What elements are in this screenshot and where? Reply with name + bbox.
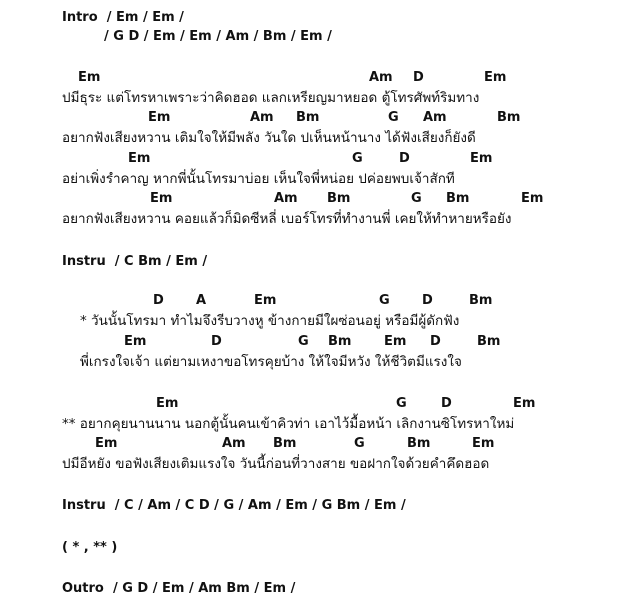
chord-label: Am [369, 70, 393, 85]
chord-label: Em [521, 191, 544, 206]
lyric-line: พี่เกรงใจเจ้า แต่ยามเหงาขอโทรคุยบ้าง ให้ใจมีหวัง ให้ชีวิตมีแรงใจ [80, 354, 462, 370]
chord-label: G [352, 151, 363, 166]
chord-label: Bm [273, 436, 297, 451]
chord-label: D [211, 334, 222, 349]
intro-chords-1: / Em / Em / [106, 10, 184, 25]
chord-label: Bm [446, 191, 470, 206]
lyric-line: ปมีธุระ แต่โทรหาเพราะว่าคิดฮอด แลกเหรียญมาหยอด ตู้โทรศัพท์ริมทาง [62, 90, 480, 106]
lyric-line: อยากฟังเสียงหวาน คอยแล้วก็มิดซีหลี่ เบอร์โทรที่ทำงานพี่ เคยให้ทำหายหรือยัง [62, 211, 512, 227]
chord-label: Em [384, 334, 407, 349]
chord-label: Em [254, 293, 277, 308]
chord-label: D [441, 396, 452, 411]
chord-label: G [396, 396, 407, 411]
instru-1-chords: / C Bm / Em / [114, 254, 208, 269]
instru-2-chords: / C / Am / C D / G / Am / Em / G Bm / Em / [114, 498, 406, 513]
outro-label: Outro [62, 581, 104, 596]
chord-label: Em [513, 396, 536, 411]
instru-1-label: Instru [62, 254, 106, 269]
chord-label: Em [156, 396, 179, 411]
instru-1-line [62, 254, 207, 270]
chord-label: D [422, 293, 433, 308]
chord-label: D [430, 334, 441, 349]
lyric-line: ** อยากคุยนานนาน นอกตู้นั้นคนเข้าคิวท่า เอาไว้มื้อหน้า เลิกงานซิโทรหาใหม่ [62, 416, 515, 432]
chord-label: G [388, 110, 399, 125]
chord-label: Bm [407, 436, 431, 451]
outro-chords: / G D / Em / Am Bm / Em / [112, 581, 296, 596]
chord-label: D [153, 293, 164, 308]
chord-label: Bm [469, 293, 493, 308]
chord-label: Bm [328, 334, 352, 349]
instru-2-label: Instru [62, 498, 106, 513]
intro-label: Intro [62, 10, 98, 25]
chord-label: G [411, 191, 422, 206]
chord-label: Am [250, 110, 274, 125]
lyric-line: * วันนั้นโทรมา ทำไมจึงรีบวางหู ข้างกายมีใผซ่อนอยู่ หรือมีผู้ดักฟัง [80, 313, 460, 329]
outro-line [62, 581, 295, 597]
chord-label: Em [484, 70, 507, 85]
repeat-text: ( * , ** ) [62, 540, 118, 555]
chord-label: Bm [477, 334, 501, 349]
repeat-marker [62, 540, 117, 556]
chord-label: Em [150, 191, 173, 206]
chord-label: Em [78, 70, 101, 85]
chord-label: Am [423, 110, 447, 125]
chord-label: Am [274, 191, 298, 206]
chord-label: Em [472, 436, 495, 451]
intro-line-2 [104, 29, 332, 45]
intro-chords-2: / G D / Em / Em / Am / Bm / Em / [104, 29, 332, 44]
chord-label: Bm [327, 191, 351, 206]
chord-label: Am [222, 436, 246, 451]
chord-label: G [379, 293, 390, 308]
chord-label: Bm [497, 110, 521, 125]
chord-label: G [354, 436, 365, 451]
chord-label: Em [148, 110, 171, 125]
chord-label: Em [470, 151, 493, 166]
chord-label: G [298, 334, 309, 349]
instru-2-line [62, 498, 406, 514]
lyric-line: อยากฟังเสียงหวาน เติมใจให้มีพลัง วันใด ปเห็นหน้านาง ได้ฟังเสียงก็ยังดี [62, 130, 476, 146]
intro-line-1 [62, 10, 184, 26]
chord-label: D [413, 70, 424, 85]
chord-label: Em [124, 334, 147, 349]
chord-label: Em [128, 151, 151, 166]
chord-label: D [399, 151, 410, 166]
chord-label: Bm [296, 110, 320, 125]
lyric-line: ปมีอีหยัง ขอฟังเสียงเติมแรงใจ วันนี้ก่อนที่วางสาย ขอฝากใจด้วยคำคึดฮอด [62, 456, 490, 472]
lyric-line: อย่าเพิ่งรำคาญ หากพี่นั้นโทรมาบ่อย เห็นใจพี่หน่อย ปค่อยพบเจ้าสักที [62, 171, 455, 187]
chord-label: Em [95, 436, 118, 451]
chord-label: A [196, 293, 207, 308]
